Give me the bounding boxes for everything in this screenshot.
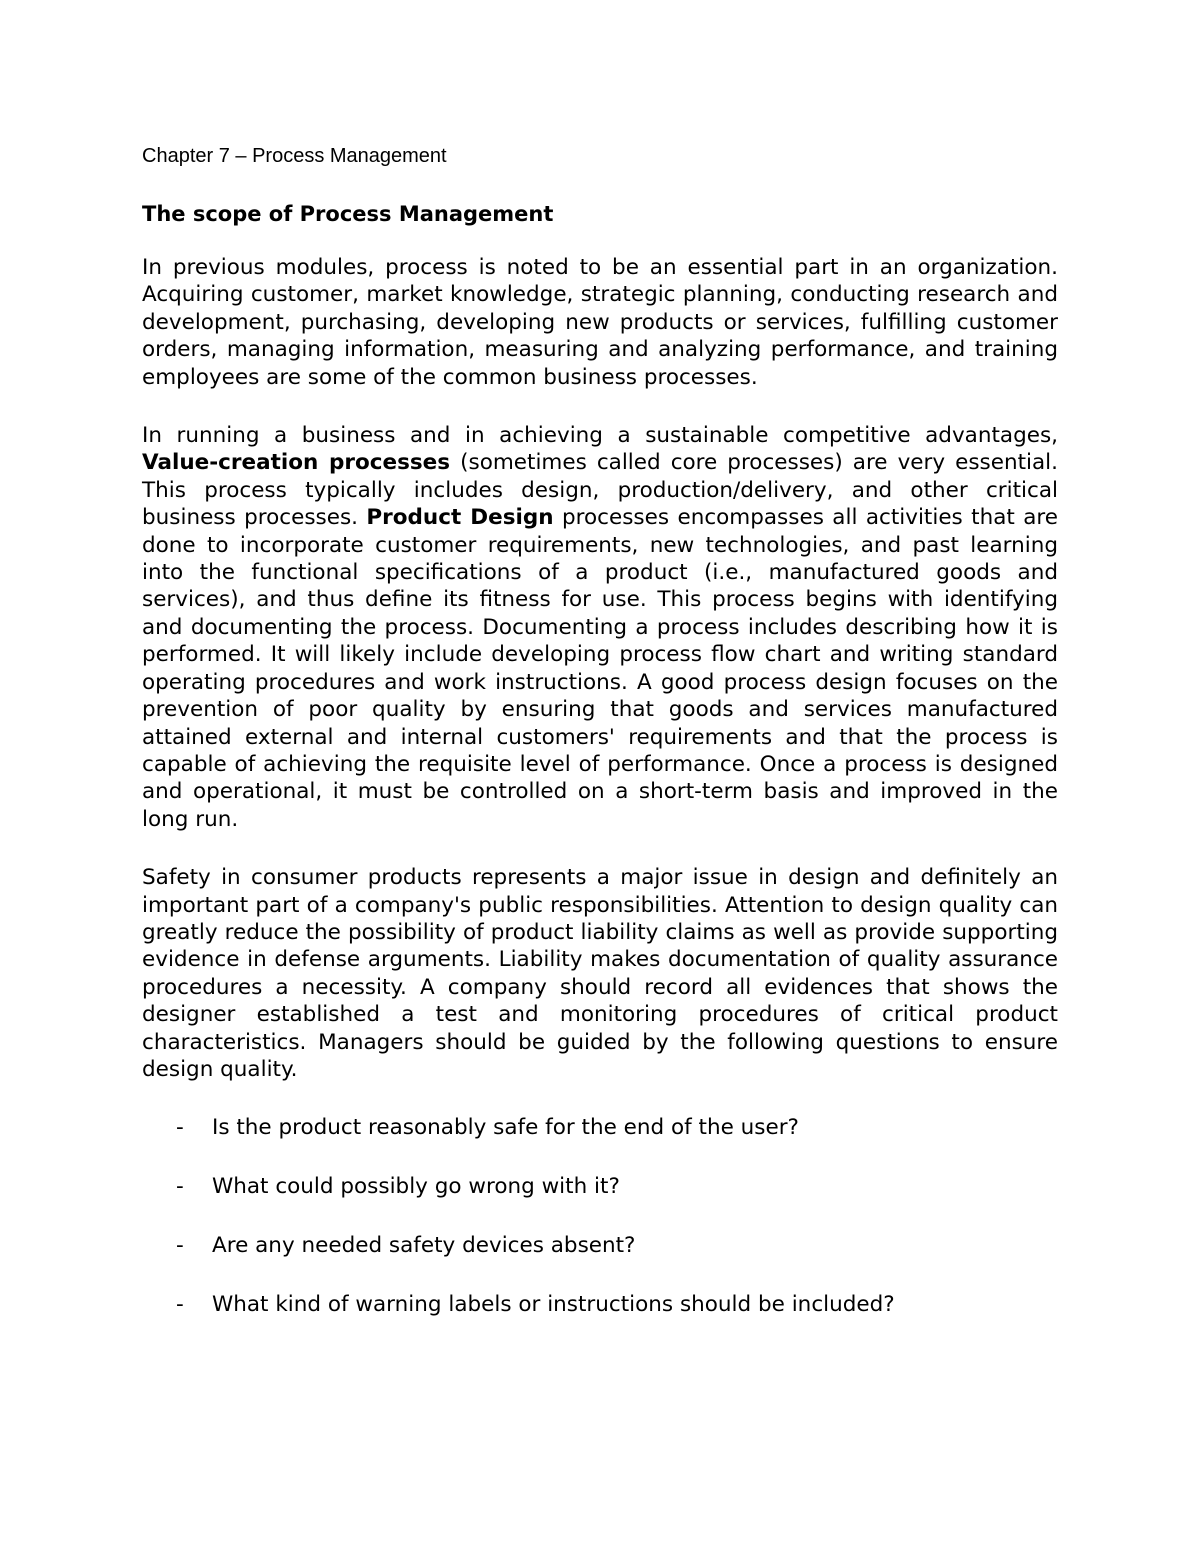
chapter-title: Chapter 7 – Process Management [142, 145, 447, 167]
list-item [142, 1114, 1058, 1141]
question-list [142, 1114, 1058, 1318]
paragraph-intro: In previous modules, process is noted to be an essential part in an organization. Acquiring customer, market knowledge, strategic planning, conducting research and development, purchasing, developing new products or services, fulfilling customer orders, managing information, measuring and analyzing performance, and training employees are some of the common business processes. [142, 255, 1058, 390]
paragraph-safety: Safety in consumer products represents a major issue in design and definitely an important part of a company's public responsibilities. Attention to design quality can greatly reduce the possibility of product liability claims as well as provide supporting evidence in defense arguments. Liability makes documentation of quality assurance procedures a necessity. A company should record all evidences that shows the designer established a test and monitoring procedures of critical product characteristics. Managers should be guided by the following questions to ensure design quality. [142, 865, 1058, 1082]
list-item [142, 1232, 1058, 1259]
paragraph-text: In running a business and in achieving a sustainable competitive advantages, [142, 423, 1058, 449]
list-item-text: Are any needed safety devices absent? [212, 1233, 636, 1259]
bold-term-product-design: Product Design [366, 505, 554, 531]
bold-term-value-creation: Value-creation processes [142, 450, 451, 476]
bullet-dash: - [176, 1233, 184, 1259]
list-item [142, 1291, 1058, 1318]
list-item-text: What kind of warning labels or instructions should be included? [212, 1292, 895, 1318]
document-content [142, 140, 1058, 1350]
bullet-dash: - [176, 1174, 184, 1200]
list-item-text: Is the product reasonably safe for the end of the user? [212, 1115, 799, 1141]
paragraph-value-creation [142, 422, 1058, 833]
bullet-dash: - [176, 1292, 184, 1318]
paragraph-text: (sometimes called core processes) are very essential. This process typically includes design, production/delivery, and other critical business processes. [142, 450, 1058, 531]
list-item [142, 1173, 1058, 1200]
list-item-text: What could possibly go wrong with it? [212, 1174, 620, 1200]
bullet-dash: - [176, 1115, 184, 1141]
paragraph-text: processes encompasses all activities that are done to incorporate customer requirements, new technologies, and past learning into the functional specifications of a product (i.e., manufactured goods and services), and thus define its fitness for use. This process begins with identifying and documenting the process. Documenting a process includes describing how it is performed. It will likely include developing process flow chart and writing standard operating procedures and work instructions. A good process design focuses on the prevention of poor quality by ensuring that goods and services manufactured attained external and internal customers' requirements and that the process is capable of achieving the requisite level of performance. Once a process is designed and operational, it must be controlled on a short-term basis and improved in the long run. [142, 505, 1058, 832]
section-heading: The scope of Process Management [142, 202, 554, 226]
